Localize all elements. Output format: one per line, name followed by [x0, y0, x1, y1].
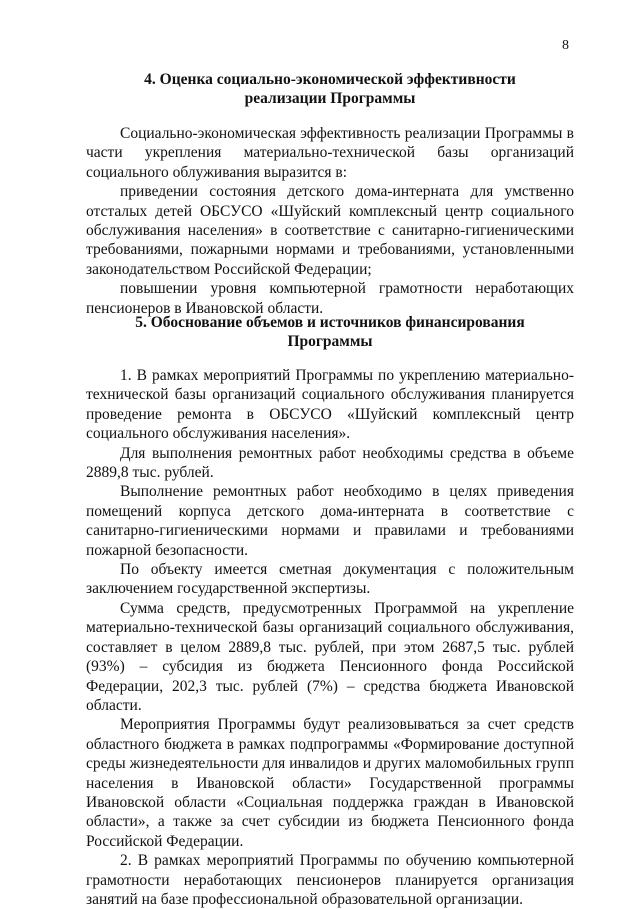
section-4-paragraph: повышении уровня компьютерной грамотности неработающих пенсионеров в Ивановской области. [86, 280, 574, 317]
section-5-paragraph: Выполнение ремонтных работ необходимо в целях приведения помещений корпуса детского дома-интерната в соответствие с санитарно-гигиеническими нормами и правилами и требованиями пожарной безопасности. [86, 483, 574, 559]
section-5-paragraph: Мероприятия Программы будут реализовываться за счет средств областного бюджета в рамках подпрограммы «Формирование доступной среды жизнедеятельности для инвалидов и других маломобильных групп населения в Ивановской области» Государственной программы Ивановской области «Социальная поддержка граждан в Ивановской области», а также за счет субсидии из бюджета Пенсионного фонда Российской Федерации. [86, 716, 574, 850]
section-4-paragraph: приведении состояния детского дома-интерната для умственно отсталых детей ОБСУСО «Шуйский комплексный центр социального обслуживания населения» в соответствие с санитарно-гигиеническими требованиями, пожарными нормами и требованиями, установленными законодательством Российской Федерации; [86, 183, 574, 278]
section-5-paragraph: 1. В рамках мероприятий Программы по укреплению материально-технической базы организаций социального обслуживания планируется проведение ремонта в ОБСУСО «Шуйский комплексный центр социального обслуживания населения». [86, 367, 574, 443]
section-5-paragraph: 2. В рамках мероприятий Программы по обучению компьютерной грамотности неработающих пенсионеров планируется организация занятий на базе профессиональной образовательной организации. [86, 852, 574, 908]
section-4-paragraph: Социально-экономическая эффективность реализации Программы в части укрепления материально-технической базы организаций социального облуживания выразится в: [86, 125, 574, 181]
section-5-title-line2: Программы [287, 333, 373, 350]
section-4-body [86, 124, 574, 318]
section-5-body [86, 366, 574, 909]
section-5-title-line1: 5. Обоснование объемов и источников финансирования [135, 314, 525, 331]
section-5-paragraph: Для выполнения ремонтных работ необходимы средства в объеме 2889,8 тыс. рублей. [86, 444, 574, 482]
section-5-paragraph: По объекту имеется сметная документация с положительным заключением государственной экспертизы. [86, 561, 574, 598]
section-5-paragraph: Сумма средств, предусмотренных Программой на укрепление материально-технической базы организаций социального обслуживания, составляет в целом 2889,8 тыс. рублей, при этом 2687,5 тыс. рублей (93%) – субсидия из бюджета Пенсионного фонда Российской Федерации, 202,3 тыс. рублей (7%) – средства бюджета Ивановской области. [86, 599, 574, 714]
section-4-heading [86, 70, 574, 108]
section-4-title-line1: 4. Оценка социально-экономической эффективности [144, 71, 516, 88]
page-number: 8 [562, 38, 569, 53]
section-5-heading [86, 313, 574, 351]
section-4-title-line2: реализации Программы [244, 90, 416, 107]
